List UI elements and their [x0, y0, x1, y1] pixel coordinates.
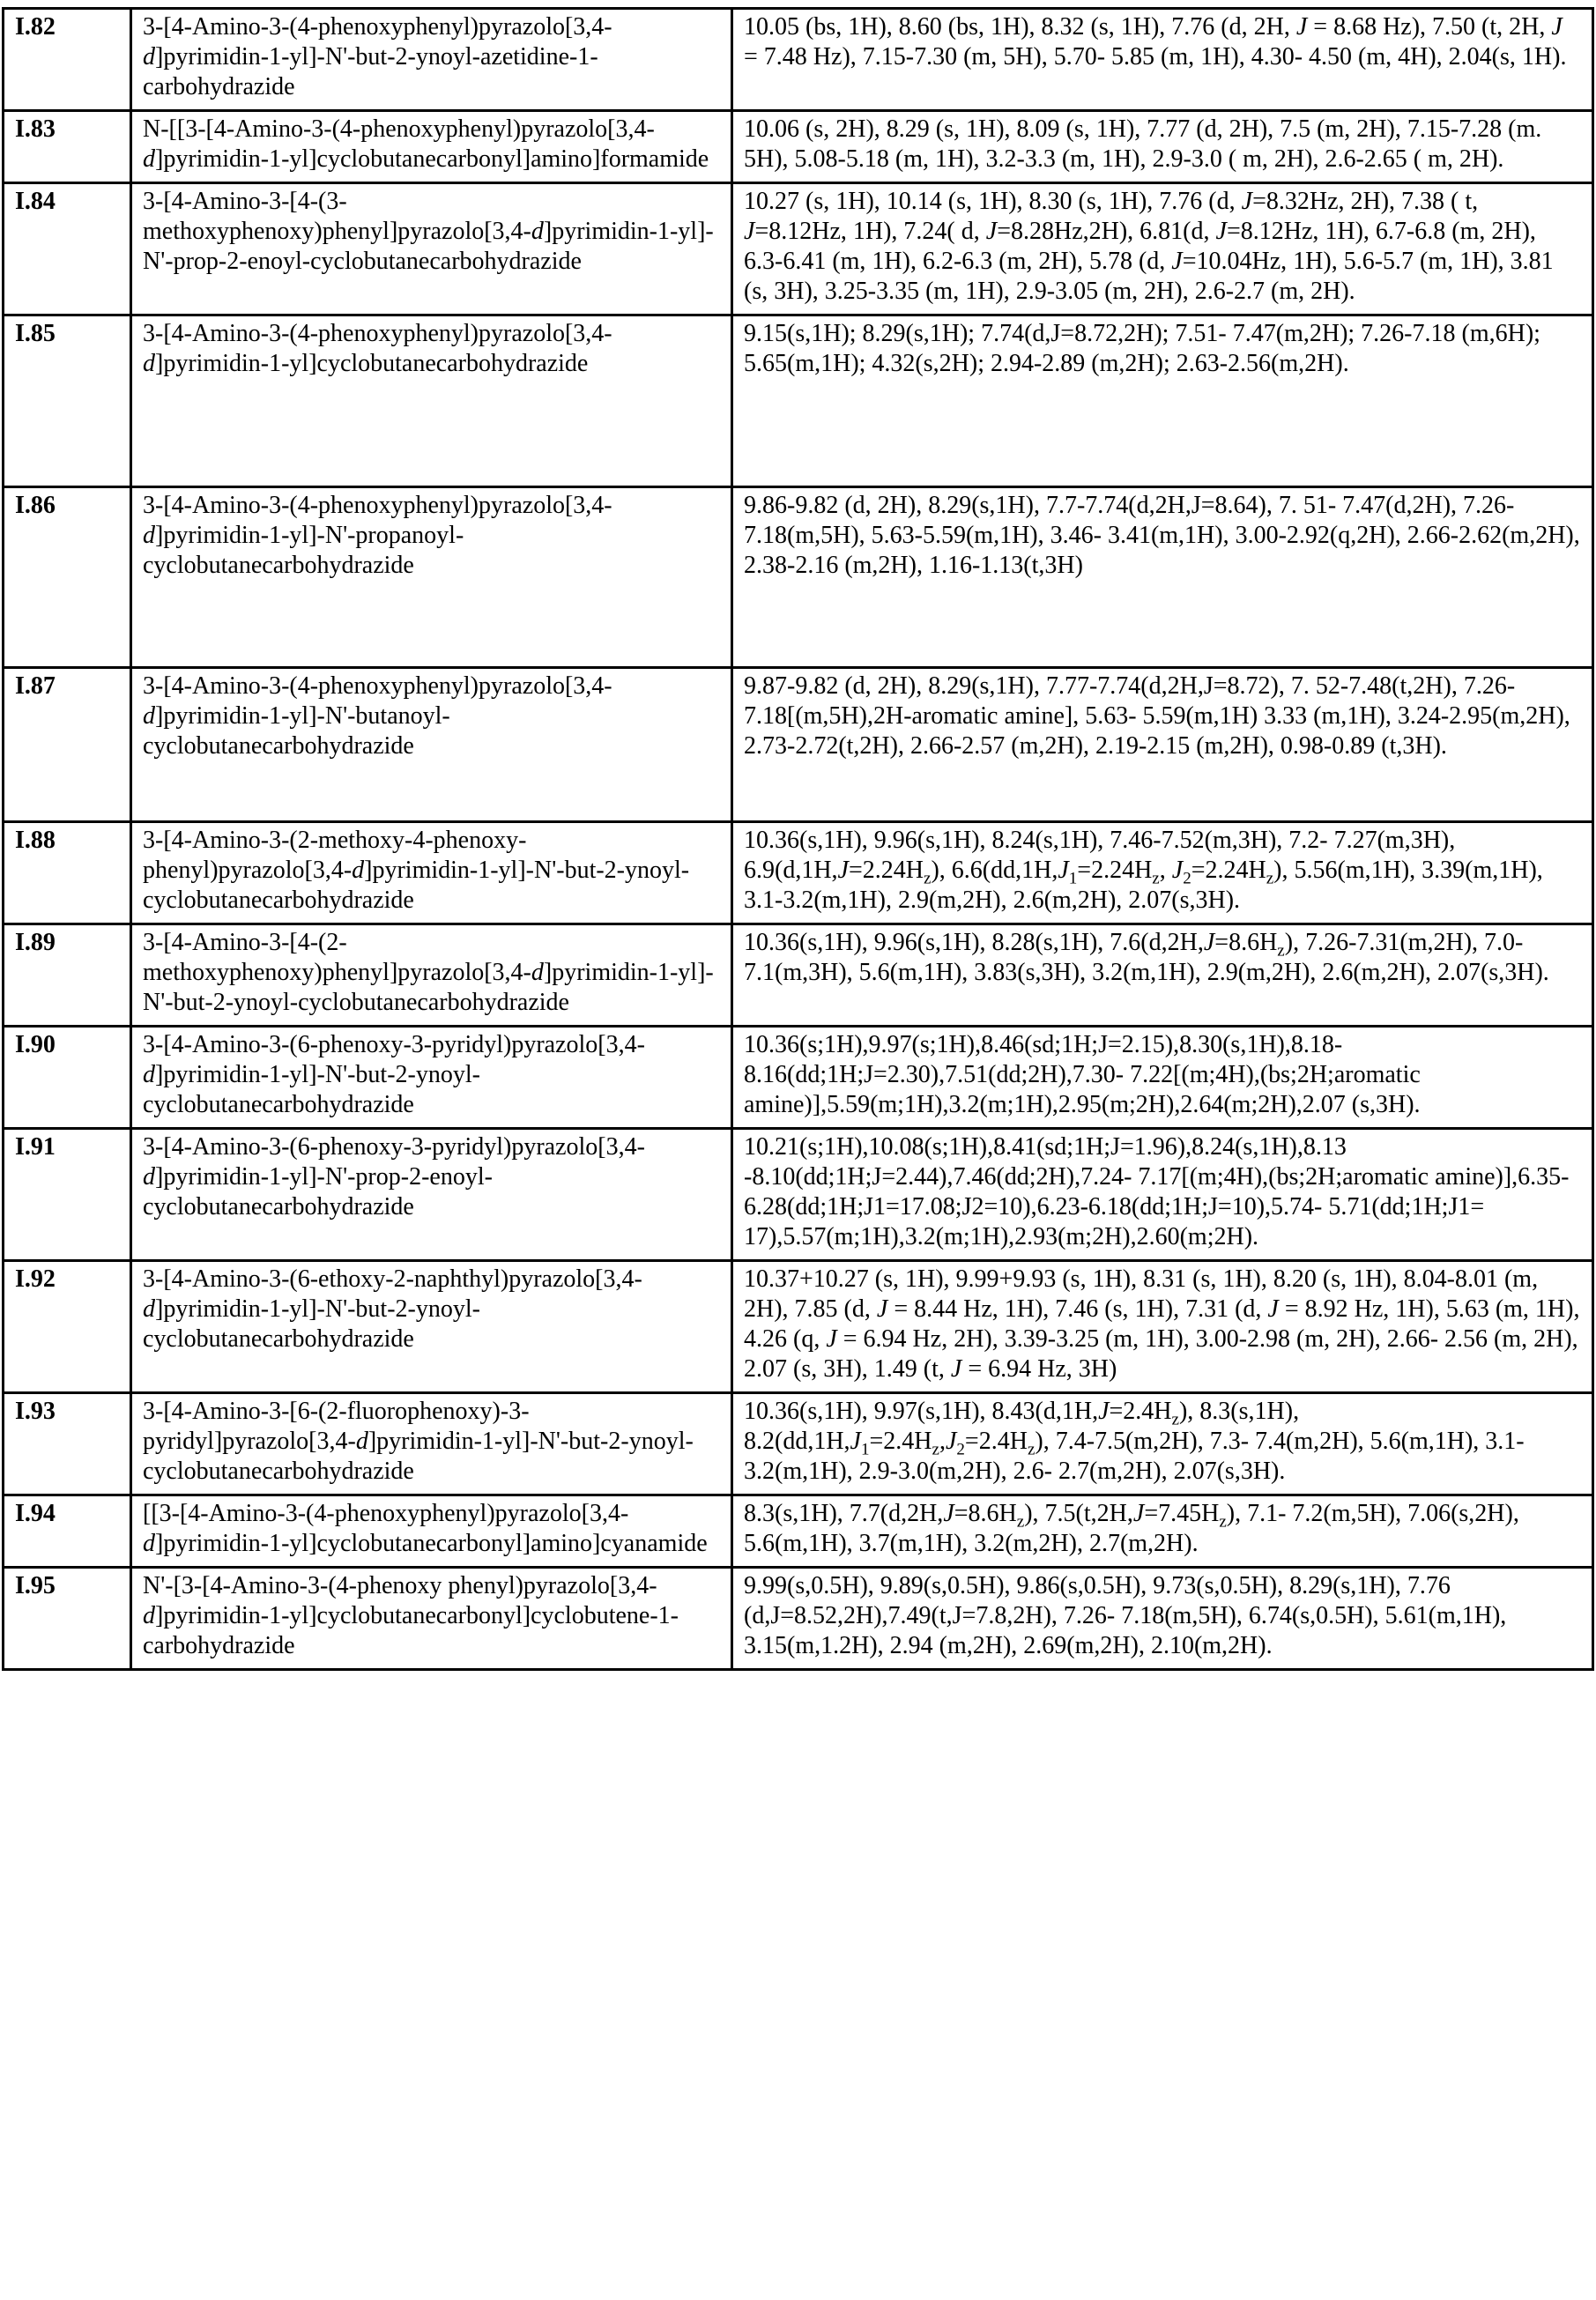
table-row: [4, 315, 1593, 487]
table-row: [4, 1261, 1593, 1393]
compound-id-cell: I.84: [4, 183, 131, 315]
compound-name-cell: 3-[4-Amino-3-(4-phenoxyphenyl)pyrazolo[3,4-d]pyrimidin-1-yl]-N'-propanoyl-cyclobutanecarbohydrazide: [131, 487, 732, 668]
compound-id-cell: I.88: [4, 822, 131, 924]
compound-id-cell: I.95: [4, 1568, 131, 1670]
compound-name-cell: 3-[4-Amino-3-[4-(3-methoxyphenoxy)phenyl]pyrazolo[3,4-d]pyrimidin-1-yl]-N'-prop-2-enoyl-cyclobutanecarbohydrazide: [131, 183, 732, 315]
compound-name-cell: 3-[4-Amino-3-(4-phenoxyphenyl)pyrazolo[3,4-d]pyrimidin-1-yl]cyclobutanecarbohydrazide: [131, 315, 732, 487]
compound-nmr-table: [2, 7, 1594, 1671]
table-row: [4, 9, 1593, 111]
nmr-data-cell: 9.86-9.82 (d, 2H), 8.29(s,1H), 7.7-7.74(d,2H,J=8.64), 7. 51- 7.47(d,2H), 7.26-7.18(m,5H), 5.63-5.59(m,1H), 3.46- 3.41(m,1H), 3.00-2.92(q,2H), 2.66-2.62(m,2H), 2.38-2.16 (m,2H), 1.16-1.13(t,3H): [732, 487, 1593, 668]
compound-id-cell: I.85: [4, 315, 131, 487]
compound-id-cell: I.86: [4, 487, 131, 668]
table-row: [4, 822, 1593, 924]
table-row: [4, 487, 1593, 668]
nmr-data-cell: 10.05 (bs, 1H), 8.60 (bs, 1H), 8.32 (s, 1H), 7.76 (d, 2H, J = 8.68 Hz), 7.50 (t, 2H, J = 7.48 Hz), 7.15-7.30 (m, 5H), 5.70- 5.85 (m, 1H), 4.30- 4.50 (m, 4H), 2.04(s, 1H).: [732, 9, 1593, 111]
compound-id-cell: I.82: [4, 9, 131, 111]
table-row: [4, 668, 1593, 822]
compound-id-cell: I.90: [4, 1027, 131, 1129]
table-row: [4, 1129, 1593, 1261]
compound-id-cell: I.91: [4, 1129, 131, 1261]
nmr-data-cell: 10.37+10.27 (s, 1H), 9.99+9.93 (s, 1H), 8.31 (s, 1H), 8.20 (s, 1H), 8.04-8.01 (m, 2H), 7.85 (d, J = 8.44 Hz, 1H), 7.46 (s, 1H), 7.31 (d, J = 8.92 Hz, 1H), 5.63 (m, 1H), 4.26 (q, J = 6.94 Hz, 2H), 3.39-3.25 (m, 1H), 3.00-2.98 (m, 2H), 2.66- 2.56 (m, 2H), 2.07 (s, 3H), 1.49 (t, J = 6.94 Hz, 3H): [732, 1261, 1593, 1393]
table-row: [4, 1393, 1593, 1495]
table-row: [4, 111, 1593, 183]
compound-name-cell: 3-[4-Amino-3-(4-phenoxyphenyl)pyrazolo[3,4-d]pyrimidin-1-yl]-N'-but-2-ynoyl-azetidine-1-carbohydrazide: [131, 9, 732, 111]
compound-id-cell: I.93: [4, 1393, 131, 1495]
compound-name-cell: N-[[3-[4-Amino-3-(4-phenoxyphenyl)pyrazolo[3,4-d]pyrimidin-1-yl]cyclobutanecarbonyl]amino]formamide: [131, 111, 732, 183]
compound-id-cell: I.94: [4, 1495, 131, 1568]
nmr-data-cell: 9.99(s,0.5H), 9.89(s,0.5H), 9.86(s,0.5H), 9.73(s,0.5H), 8.29(s,1H), 7.76 (d,J=8.52,2H),7.49(t,J=7.8,2H), 7.26- 7.18(m,5H), 6.74(s,0.5H), 5.61(m,1H), 3.15(m,1.2H), 2.94 (m,2H), 2.69(m,2H), 2.10(m,2H).: [732, 1568, 1593, 1670]
compound-name-cell: 3-[4-Amino-3-(6-ethoxy-2-naphthyl)pyrazolo[3,4-d]pyrimidin-1-yl]-N'-but-2-ynoyl-cyclobutanecarbohydrazide: [131, 1261, 732, 1393]
table-row: [4, 1027, 1593, 1129]
compound-id-cell: I.89: [4, 924, 131, 1027]
nmr-data-cell: 9.87-9.82 (d, 2H), 8.29(s,1H), 7.77-7.74(d,2H,J=8.72), 7. 52-7.48(t,2H), 7.26-7.18[(m,5H),2H-aromatic amine], 5.63- 5.59(m,1H) 3.33 (m,1H), 3.24-2.95(m,2H), 2.73-2.72(t,2H), 2.66-2.57 (m,2H), 2.19-2.15 (m,2H), 0.98-0.89 (t,3H).: [732, 668, 1593, 822]
compound-name-cell: 3-[4-Amino-3-(2-methoxy-4-phenoxy-phenyl)pyrazolo[3,4-d]pyrimidin-1-yl]-N'-but-2-ynoyl-cyclobutanecarbohydrazide: [131, 822, 732, 924]
compound-name-cell: 3-[4-Amino-3-(6-phenoxy-3-pyridyl)pyrazolo[3,4-d]pyrimidin-1-yl]-N'-but-2-ynoyl-cyclobutanecarbohydrazide: [131, 1027, 732, 1129]
compound-id-cell: I.83: [4, 111, 131, 183]
nmr-data-cell: 10.06 (s, 2H), 8.29 (s, 1H), 8.09 (s, 1H), 7.77 (d, 2H), 7.5 (m, 2H), 7.15-7.28 (m. 5H), 5.08-5.18 (m, 1H), 3.2-3.3 (m, 1H), 2.9-3.0 ( m, 2H), 2.6-2.65 ( m, 2H).: [732, 111, 1593, 183]
table-row: [4, 1568, 1593, 1670]
table-row: [4, 183, 1593, 315]
compound-name-cell: 3-[4-Amino-3-[6-(2-fluorophenoxy)-3-pyridyl]pyrazolo[3,4-d]pyrimidin-1-yl]-N'-but-2-ynoyl-cyclobutanecarbohydrazide: [131, 1393, 732, 1495]
nmr-data-cell: 8.3(s,1H), $7.7(d,2H,J=8.6H_z)$, $7.5(t,2H,J=7.45H_z)$, 7.1- 7.2(m,5H), 7.06(s,2H), 5.6(m,1H), 3.7(m,1H), 3.2(m,2H), 2.7(m,2H).: [732, 1495, 1593, 1568]
nmr-data-cell: 9.15(s,1H); 8.29(s,1H); 7.74(d,J=8.72,2H); 7.51- 7.47(m,2H); 7.26-7.18 (m,6H); 5.65(m,1H); 4.32(s,2H); 2.94-2.89 (m,2H); 2.63-2.56(m,2H).: [732, 315, 1593, 487]
table-row: [4, 924, 1593, 1027]
nmr-data-cell: 10.36(s,1H), 9.96(s,1H), 8.28(s,1H), $7.6(d,2H,J=8.6H_z)$, 7.26-7.31(m,2H), 7.0-7.1(m,3H), 5.6(m,1H), 3.83(s,3H), 3.2(m,1H), 2.9(m,2H), 2.6(m,2H), 2.07(s,3H).: [732, 924, 1593, 1027]
nmr-data-cell: 10.36(s;1H),9.97(s;1H),8.46(sd;1H;J=2.15),8.30(s,1H),8.18- 8.16(dd;1H;J=2.30),7.51(dd;2H),7.30- 7.22[(m;4H),(bs;2H;aromatic amine)],5.59(m;1H),3.2(m;1H),2.95(m;2H),2.64(m;2H),2.07 (s,3H).: [732, 1027, 1593, 1129]
compound-name-cell: [[3-[4-Amino-3-(4-phenoxyphenyl)pyrazolo[3,4-d]pyrimidin-1-yl]cyclobutanecarbonyl]amino]cyanamide: [131, 1495, 732, 1568]
compound-name-cell: 3-[4-Amino-3-[4-(2-methoxyphenoxy)phenyl]pyrazolo[3,4-d]pyrimidin-1-yl]-N'-but-2-ynoyl-cyclobutanecarbohydrazide: [131, 924, 732, 1027]
nmr-data-cell: 10.36(s,1H), 9.97(s,1H), $8.43(d,1H,J=2.4H_z)$, 8.3(s,1H), $8.2(dd,1H,J_1=2.4H_z,J_2=2.4H_z)$, 7.4-7.5(m,2H), 7.3- 7.4(m,2H), 5.6(m,1H), 3.1-3.2(m,1H), 2.9-3.0(m,2H), 2.6- 2.7(m,2H), 2.07(s,3H).: [732, 1393, 1593, 1495]
compound-name-cell: 3-[4-Amino-3-(4-phenoxyphenyl)pyrazolo[3,4-d]pyrimidin-1-yl]-N'-butanoyl-cyclobutanecarbohydrazide: [131, 668, 732, 822]
compound-name-cell: N'-[3-[4-Amino-3-(4-phenoxy phenyl)pyrazolo[3,4-d]pyrimidin-1-yl]cyclobutanecarbonyl]cyclobutene-1-carbohydrazide: [131, 1568, 732, 1670]
nmr-data-cell: 10.21(s;1H),10.08(s;1H),8.41(sd;1H;J=1.96),8.24(s,1H),8.13 -8.10(dd;1H;J=2.44),7.46(dd;2H),7.24- 7.17[(m;4H),(bs;2H;aromatic amine)],6.35- 6.28(dd;1H;J1=17.08;J2=10),6.23-6.18(dd;1H;J=10),5.74- 5.71(dd;1H;J1= 17),5.57(m;1H),3.2(m;1H),2.93(m;2H),2.60(m;2H).: [732, 1129, 1593, 1261]
nmr-data-cell: 10.36(s,1H), 9.96(s,1H), 8.24(s,1H), 7.46-7.52(m,3H), 7.2- 7.27(m,3H), $6.9(d,1H,J=2.24H_z)$, $6.6(dd,1H,J_1=2.24H_z$, $J_2=2.24H_z$), 5.56(m,1H), 3.39(m,1H), 3.1-3.2(m,1H), 2.9(m,2H), 2.6(m,2H), 2.07(s,3H).: [732, 822, 1593, 924]
nmr-data-cell: 10.27 (s, 1H), 10.14 (s, 1H), 8.30 (s, 1H), 7.76 (d, J=8.32Hz, 2H), 7.38 ( t, J=8.12Hz, 1H), 7.24( d, J=8.28Hz,2H), 6.81(d, J=8.12Hz, 1H), 6.7-6.8 (m, 2H), 6.3-6.41 (m, 1H), 6.2-6.3 (m, 2H), 5.78 (d, J=10.04Hz, 1H), 5.6-5.7 (m, 1H), 3.81 (s, 3H), 3.25-3.35 (m, 1H), 2.9-3.05 (m, 2H), 2.6-2.7 (m, 2H).: [732, 183, 1593, 315]
compound-id-cell: I.92: [4, 1261, 131, 1393]
table-row: [4, 1495, 1593, 1568]
compound-name-cell: 3-[4-Amino-3-(6-phenoxy-3-pyridyl)pyrazolo[3,4-d]pyrimidin-1-yl]-N'-prop-2-enoyl-cyclobutanecarbohydrazide: [131, 1129, 732, 1261]
compound-id-cell: I.87: [4, 668, 131, 822]
